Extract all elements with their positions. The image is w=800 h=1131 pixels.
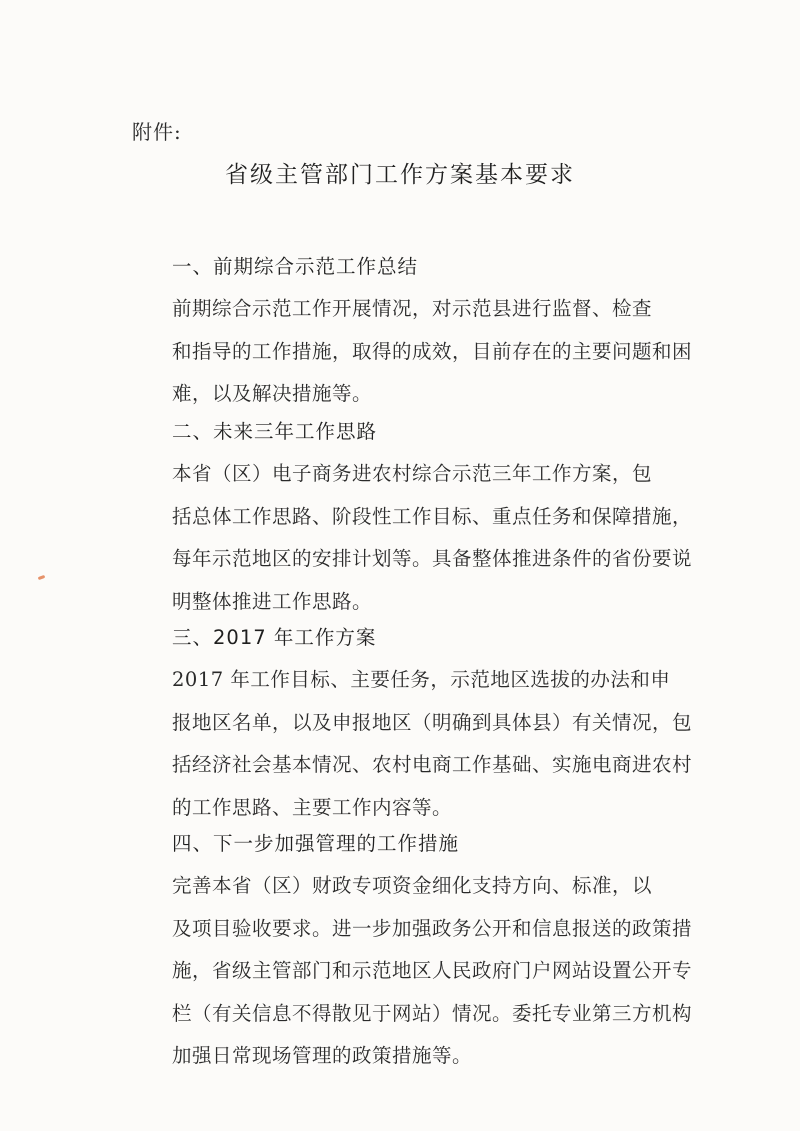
section-three-year-plan: [132, 411, 692, 623]
document-title: 省级主管部门工作方案基本要求: [225, 162, 575, 188]
paragraph-line: 本省（区）电子商务进农村综合示范三年工作方案，包: [172, 462, 653, 485]
section-paragraph: [132, 865, 692, 1078]
paragraph-line: 报地区名单，以及申报地区（明确到具体县）有关情况，包: [172, 710, 693, 734]
attachment-label: 附件:: [132, 120, 182, 144]
section-summary: [132, 246, 692, 416]
section-paragraph: [132, 453, 692, 623]
paragraph-line: 的工作思路、主要工作内容等。: [172, 795, 453, 819]
paragraph-line: 前期综合示范工作开展情况，对示范县进行监督、检查: [172, 297, 653, 320]
section-paragraph: [132, 659, 692, 829]
paragraph-line: 难，以及解决措施等。: [172, 382, 373, 405]
section-heading: 四、下一步加强管理的工作措施: [172, 832, 460, 855]
paragraph-line: 和指导的工作措施，取得的成效，目前存在的主要问题和困: [172, 339, 693, 363]
paragraph-line: 每年示范地区的安排计划等。具备整体推进条件的省份要说: [172, 547, 693, 570]
section-heading: 三、2017 年工作方案: [172, 626, 377, 649]
paragraph-line: 加强日常现场管理的政策措施等。: [172, 1044, 473, 1067]
section-2017-plan: [132, 617, 692, 829]
section-heading: 二、未来三年工作思路: [172, 420, 378, 443]
paragraph-line: 明整体推进工作思路。: [172, 589, 373, 613]
paragraph-line: 栏（有关信息不得散见于网站）情况。委托专业第三方机构: [172, 1001, 693, 1025]
paragraph-line: 完善本省（区）财政专项资金细化支持方向、标准，以: [172, 874, 653, 897]
paragraph-line: 括总体工作思路、阶段性工作目标、重点任务和保障措施，: [172, 504, 693, 528]
paragraph-line: 施，省级主管部门和示范地区人民政府门户网站设置公开专: [172, 959, 693, 982]
paragraph-line: 及项目验收要求。进一步加强政务公开和信息报送的政策措: [172, 916, 693, 940]
paragraph-line: 括经济社会基本情况、农村电商工作基础、实施电商进农村: [172, 753, 693, 776]
paragraph-line: 2017 年工作目标、主要任务，示范地区选拔的办法和申: [172, 668, 671, 691]
section-heading: 一、前期综合示范工作总结: [172, 255, 419, 278]
section-paragraph: [132, 288, 692, 416]
section-management-measures: [132, 823, 692, 1078]
margin-mark: [38, 575, 46, 580]
